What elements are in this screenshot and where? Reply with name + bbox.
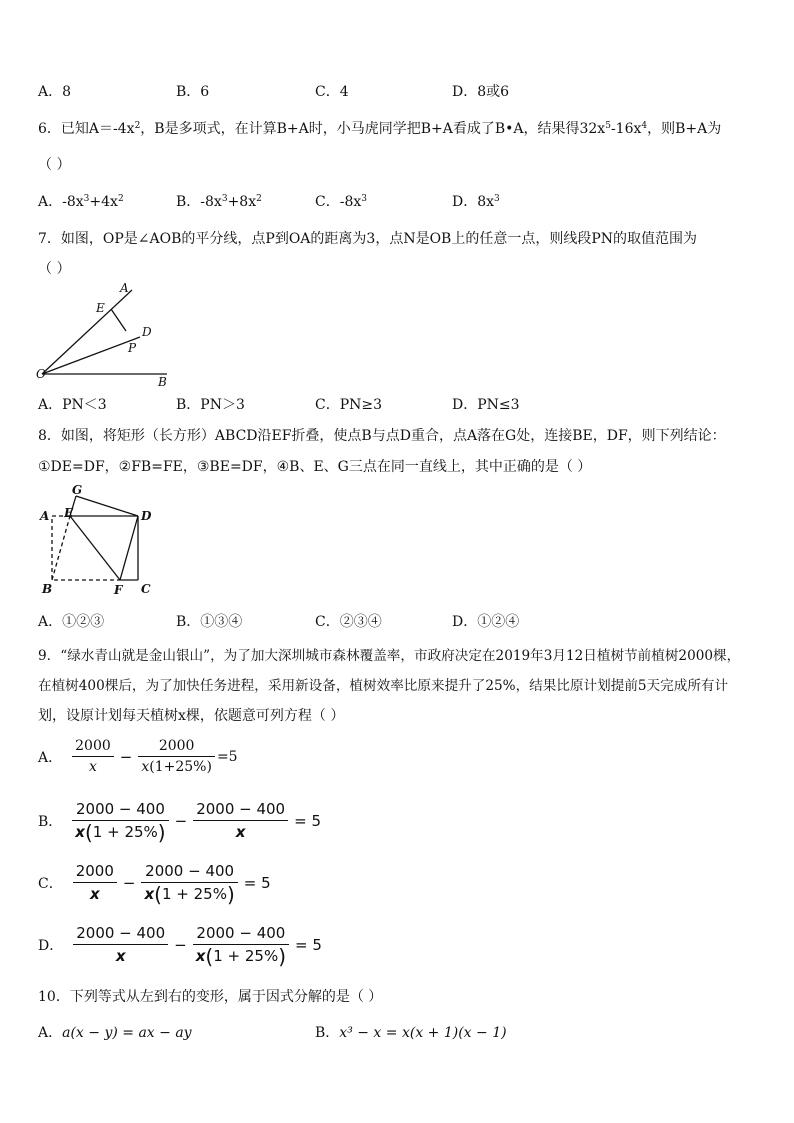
fold-line-ef [70, 516, 120, 580]
q9-option-d-label: D． [38, 937, 64, 954]
q9-option-c-rhs: = 5 [243, 873, 271, 892]
fraction: $\frac{2000}{x}$ [72, 738, 114, 775]
minus-sign: − [174, 935, 187, 954]
minus-sign: − [122, 873, 136, 892]
label-d: D [141, 509, 152, 523]
q9-stem-line3: 划，设原计划每天植树x棵，依题意可列方程（ ） [38, 708, 345, 724]
q7-option-c: C．PN≥3 [315, 397, 383, 413]
label-a: A [120, 281, 129, 295]
minus-sign: − [174, 811, 188, 830]
q9-option-b [38, 800, 321, 845]
q9-option-d-rhs: = 5 [295, 935, 322, 954]
ray-oa [42, 290, 132, 374]
q7-option-a: A．PN＜3 [38, 397, 107, 413]
fraction: $\frac{2000 - 400}{x(1 + 25\%)}$ [141, 862, 237, 903]
fraction: $\frac{2000 - 400}{x}$ [193, 800, 288, 841]
label-a: A [40, 509, 50, 523]
q9-stem-line2: 在植树400棵后，为了加快任务进程，采用新设备，植树效率比原来提升了25%，结果比原计划提前5天完成所有计 [38, 678, 729, 694]
label-p: P [128, 341, 137, 355]
q7-blank: （ ） [38, 261, 71, 277]
q6-option-c: C．$-8x^3$ [315, 194, 367, 210]
q9-option-c [38, 862, 271, 907]
q9-option-a-rhs: =5 [216, 748, 238, 765]
q6-stem: 6．已知$A=-4x^2$，B是多项式，在计算B+A时，小马虎同学把B+A看成了B•A，结果得$32x^5-16x^4$，则B+A为 [38, 121, 722, 137]
q9-option-b-rhs: = 5 [294, 811, 321, 830]
label-b: B [42, 582, 53, 596]
q8-option-d: D．①②④ [452, 614, 520, 630]
q10-option-a: A．a(x − y) = ax − ay [38, 1025, 192, 1041]
q10-option-b: B．x³ − x = x(x + 1)(x − 1) [315, 1025, 507, 1041]
dashed-abf [52, 516, 120, 580]
segment-fd [120, 516, 138, 580]
label-g: G [72, 483, 83, 497]
q7-option-d: D．PN≤3 [452, 397, 520, 413]
q7-angle-figure [30, 280, 180, 390]
fraction: $\frac{2000 - 400}{x}$ [73, 924, 168, 965]
q8-stem-line2: ①DE=DF，②FB=FE，③BE=DF，④B、E、G三点在同一直线上，其中正确的是（ ） [38, 459, 592, 475]
q5-option-d: D．8或6 [452, 84, 510, 100]
fraction: $\frac{2000 - 400}{x(1 + 25\%)}$ [72, 800, 168, 841]
label-b: B [158, 375, 167, 389]
q10-stem: 10．下列等式从左到右的变形，属于因式分解的是（ ） [38, 989, 383, 1005]
perpendicular-pe [111, 309, 126, 331]
fraction: $\frac{2000}{x(1+25\%)}$ [138, 738, 215, 775]
q9-option-b-label: B． [38, 813, 63, 830]
label-f: F [114, 583, 123, 597]
label-e: E [64, 506, 74, 520]
segment-gd [76, 496, 138, 516]
dashed-be [52, 516, 70, 580]
q9-option-a-label: A． [38, 749, 63, 766]
q8-rectangle-fold-figure [30, 482, 160, 597]
q6-option-d: D．$8x^3$ [452, 194, 500, 210]
q8-option-a: A．①②③ [38, 614, 105, 630]
q8-option-b: B．①③④ [176, 614, 243, 630]
q9-option-a [38, 738, 238, 775]
q9-option-d [38, 924, 322, 969]
q5-option-a: A．8 [38, 84, 72, 100]
q6-option-b: B．$-8x^3+8x^2$ [176, 194, 262, 210]
q8-stem-line1: 8．如图，将矩形（长方形）ABCD沿EF折叠，使点B与点D重合，点A落在G处，连接BE，DF，则下列结论： [38, 428, 726, 444]
label-o: O [36, 367, 46, 381]
label-c: C [141, 582, 151, 596]
q7-stem: 7．如图，OP是∠AOB的平分线，点P到OA的距离为3，点N是OB上的任意一点，则线段PN的取值范围为 [38, 231, 698, 247]
bisector-op [42, 337, 140, 374]
minus-sign: − [119, 747, 133, 766]
fraction: $\frac{2000}{x}$ [73, 862, 117, 903]
q6-option-a: A．$-8x^3+4x^2$ [38, 194, 124, 210]
q5-option-b: B．6 [176, 84, 210, 100]
q9-stem-line1: 9．“绿水青山就是金山银山”，为了加大深圳城市森林覆盖率，市政府决定在2019年3月12日植树节前植树2000棵， [38, 648, 741, 664]
q5-option-c: C．4 [315, 84, 349, 100]
fraction: $\frac{2000 - 400}{x(1 + 25\%)}$ [193, 924, 289, 965]
q7-option-b: B．PN＞3 [176, 397, 245, 413]
q8-option-c: C．②③④ [315, 614, 382, 630]
q6-blank: （ ） [38, 157, 71, 173]
label-d: D [142, 325, 152, 339]
q9-option-c-label: C． [38, 875, 63, 892]
label-e: E [96, 301, 105, 315]
